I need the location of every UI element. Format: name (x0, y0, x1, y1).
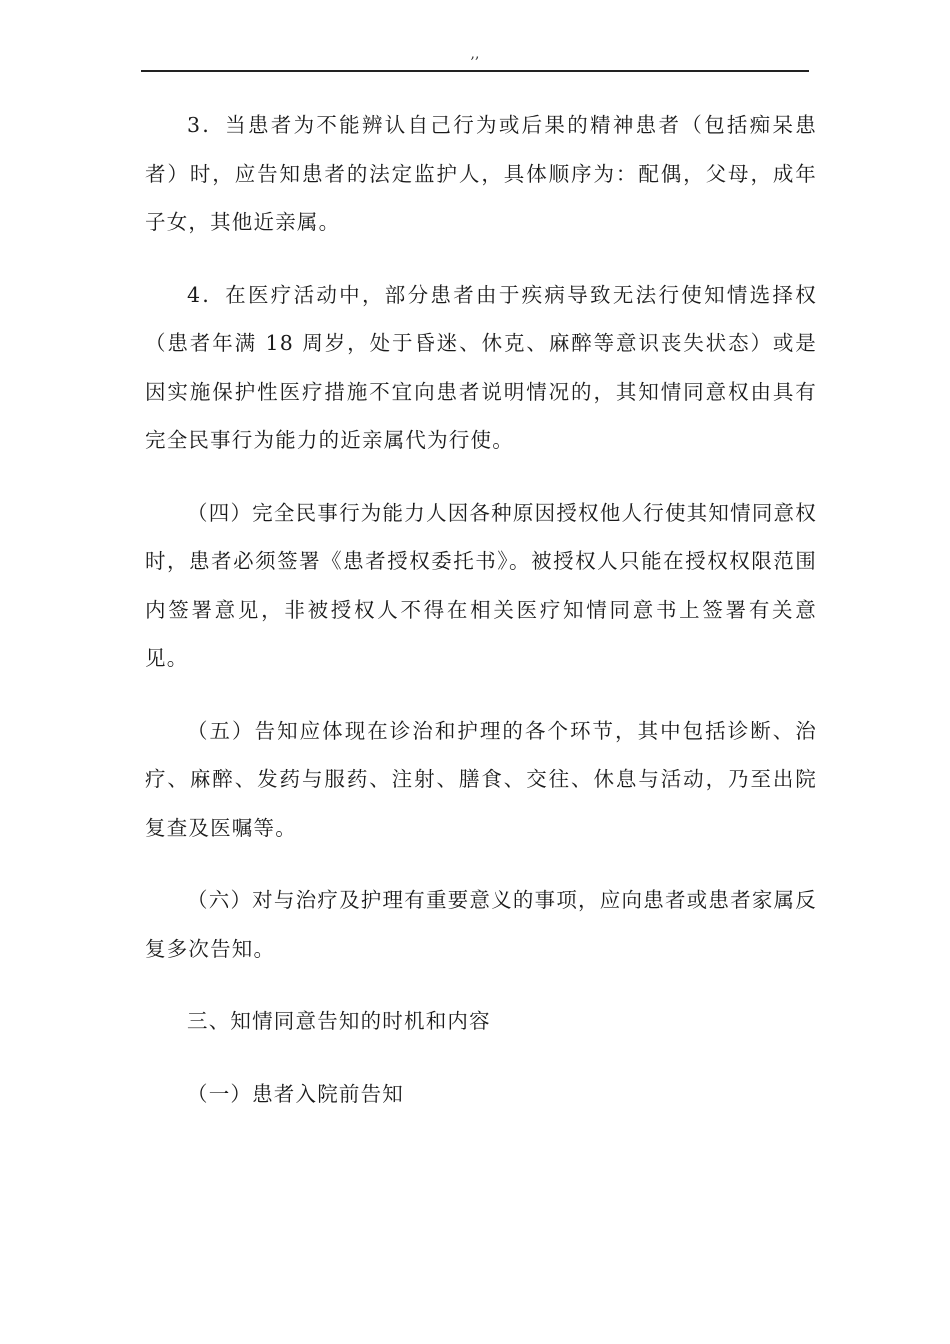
header-rule (141, 70, 809, 72)
paragraph-section-6: （六）对与治疗及护理有重要意义的事项，应向患者或患者家属反复多次告知。 (145, 888, 817, 961)
document-body (145, 101, 817, 1118)
paragraph-section-4: （四）完全民事行为能力人因各种原因授权他人行使其知情同意权时，患者必须签署《患者授权委托书》。被授权人只能在授权权限范围内签署意见，非被授权人不得在相关医疗知情同意书上签署有关意见。 (145, 500, 817, 670)
paragraph-item-3: 3．当患者为不能辨认自己行为或后果的精神患者（包括痴呆患者）时，应告知患者的法定监护人，具体顺序为：配偶，父母，成年子女，其他近亲属。 (145, 113, 817, 234)
paragraph-section-5: （五）告知应体现在诊治和护理的各个环节，其中包括诊断、治疗、麻醉、发药与服药、注射、膳食、交往、休息与活动，乃至出院复查及医嘱等。 (145, 718, 817, 840)
subsection-heading: （一）患者入院前告知 (187, 1081, 404, 1106)
section-heading: 三、知情同意告知的时机和内容 (187, 1009, 491, 1033)
paragraph-item-4: 4．在医疗活动中，部分患者由于疾病导致无法行使知情选择权（患者年满 18 周岁，处于昏迷、休克、麻醉等意识丧失状态）或是因实施保护性医疗措施不宜向患者说明情况的，其知情同意权由具有完全民事行为能力的近亲属代为行使。 (145, 282, 817, 452)
page-header-mark: ,, (470, 46, 480, 62)
